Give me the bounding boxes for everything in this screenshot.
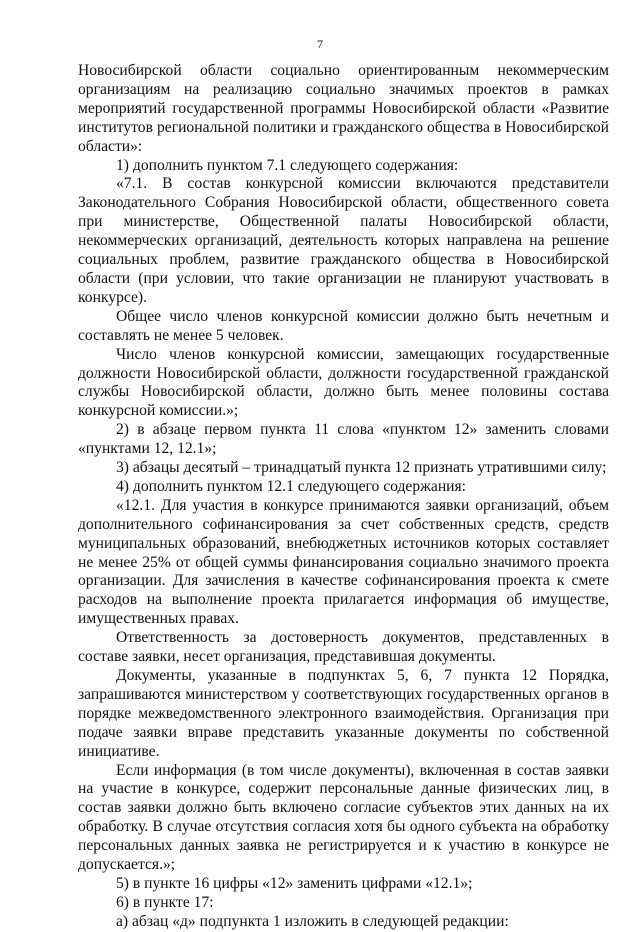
paragraph-item-2: 2) в абзаце первом пункта 11 слова «пунктом 12» заменить словами «пунктами 12, 12.1»; xyxy=(78,421,609,458)
paragraph-item-6-a: а) абзац «д» подпункта 1 изложить в следующей редакции: xyxy=(116,912,509,930)
paragraph-personal-data: Если информация (в том числе документы), включенная в состав заявки на участие в конкурсе, содержит персональные данные физических лиц, в состав заявки должно быть включено согласие субъектов этих данных на их обработку. В случае отсутствия согласия хотя бы одного субъекта на обработку персональных данных заявка не регистрируется и к участию в конкурсе не допускается.»; xyxy=(78,761,609,874)
paragraph-continuation: Новосибирской области социально ориентированным некоммерческим организациям на реализацию социально значимых проектов в рамках мероприятий государственной программы Новосибирской области «Развитие институтов региональной политики и гражданского общества в Новосибирской области»: xyxy=(78,62,609,155)
paragraph-item-3: 3) абзацы десятый – тринадцатый пункта 12 признать утратившими силу; xyxy=(116,459,607,477)
paragraph-item-1: 1) дополнить пунктом 7.1 следующего содержания: xyxy=(116,156,459,174)
paragraph-item-6: 6) в пункте 17: xyxy=(116,893,214,911)
paragraph-documents: Документы, указанные в подпунктах 5, 6, 7 пункта 12 Порядка, запрашиваются министерством у соответствующих государственных органов в порядке межведомственного электронного взаимодействия. Организация при подаче заявки вправе представить указанные документы по собственной инициативе. xyxy=(78,667,609,760)
paragraph-item-4: 4) дополнить пунктом 12.1 следующего содержания: xyxy=(116,477,467,495)
paragraph-commission-size: Общее число членов конкурсной комиссии должно быть нечетным и составлять не менее 5 человек. xyxy=(78,307,609,344)
paragraph-responsibility: Ответственность за достоверность документов, представленных в составе заявки, несет организация, представившая документы. xyxy=(78,629,609,666)
paragraph-clause-7-1: «7.1. В состав конкурсной комиссии включаются представители Законодательного Собрания Новосибирской области, общественного совета при министерстве, Общественной палаты Новосибирской области, некоммерческих организаций, деятельность которых направлена на решение социальных проблем, развитие гражданского общества в Новосибирской области (при условии, что такие организации не планируют участвовать в конкурсе). xyxy=(78,175,609,306)
document-body xyxy=(78,62,609,932)
page-number: 7 xyxy=(317,37,323,51)
paragraph-commission-composition: Число членов конкурсной комиссии, замещающих государственные должности Новосибирской области, должности государственной гражданской службы Новосибирской области, должно быть менее половины состава конкурсной комиссии.»; xyxy=(78,345,609,420)
paragraph-item-5: 5) в пункте 16 цифры «12» заменить цифрами «12.1»; xyxy=(116,874,473,892)
paragraph-clause-12-1: «12.1. Для участия в конкурсе принимаются заявки организаций, объем дополнительного софинансирования за счет собственных средств, средств муниципальных образований, внебюджетных источников которых составляет не менее 25% от общей суммы финансирования социально значимого проекта организации. Для зачисления в качестве софинансирования проекта к смете расходов на выполнение проекта прилагается информация об имуществе, имущественных правах. xyxy=(78,496,609,628)
